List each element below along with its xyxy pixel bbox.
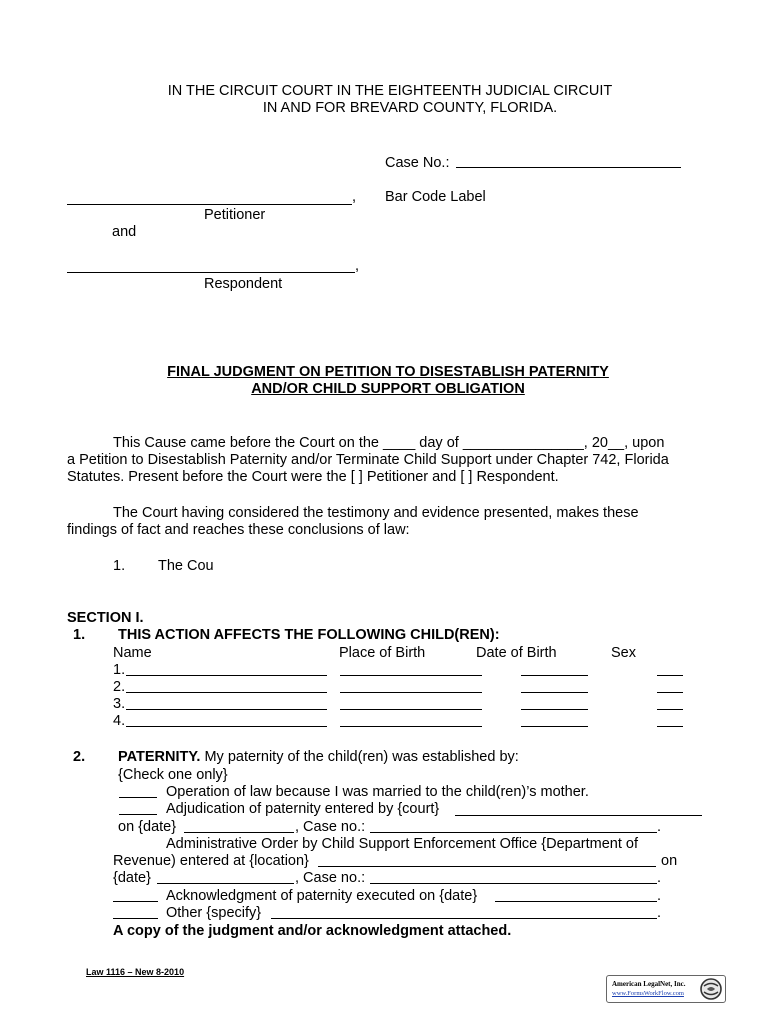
administrative-case-no-field[interactable] [370,883,657,884]
administrative-case-no-label: , Case no.: [295,870,366,886]
paternity-intro [118,749,519,766]
para1-line-2: a Petition to Disestablish Paternity and/or Terminate Child Support under Chapter 742, Florida [67,452,669,468]
administrative-location-field[interactable] [318,866,656,867]
child-name-field[interactable] [126,726,327,727]
para1-line-3: Statutes. Present before the Court were the [ ] Petitioner and [ ] Respondent. [67,469,559,485]
administrative-date-label: {date} [113,870,151,886]
option-operation-of-law-checkbox[interactable] [119,797,157,798]
adjudication-period: . [657,819,662,835]
child-date-of-birth-field[interactable] [521,692,588,693]
child-place-of-birth-field[interactable] [340,726,482,727]
child-row-number: 2. [113,679,126,695]
administrative-period: . [657,870,662,886]
form-id: Law 1116 – New 8-2010 [86,967,185,977]
finding-1-number: 1. [113,558,126,574]
adjudication-case-no-field[interactable] [370,832,657,833]
para1-line-1: This Cause came before the Court on the ____ day of _______________, 20__, upon [113,435,665,451]
option-adjudication: Adjudication of paternity entered by {court} [166,801,440,817]
copy-attached-note: A copy of the judgment and/or acknowledgment attached. [113,923,512,939]
option-other: Other {specify} [166,905,262,921]
check-one-instruction: {Check one only} [118,767,228,783]
option-other-checkbox[interactable] [113,918,158,919]
globe-icon [699,977,723,1001]
adjudication-date-label: on {date} [118,819,177,835]
paternity-heading: PATERNITY. [118,749,201,765]
finding-1-text: The Cou [158,558,214,574]
child-row-number: 1. [113,662,126,678]
child-sex-field[interactable] [657,726,683,727]
column-header-date-of-birth: Date of Birth [476,645,557,661]
respondent-label: Respondent [204,276,283,292]
child-place-of-birth-field[interactable] [340,675,482,676]
column-header-name: Name [113,645,152,661]
and-label: and [112,224,137,240]
child-date-of-birth-field[interactable] [521,709,588,710]
petitioner-name-field[interactable] [67,204,352,205]
child-name-field[interactable] [126,692,327,693]
respondent-name-field[interactable] [67,272,355,273]
petitioner-comma: , [352,189,357,205]
case-no-field[interactable] [456,167,681,168]
child-name-field[interactable] [126,675,327,676]
adjudication-date-field[interactable] [184,832,294,833]
child-date-of-birth-field[interactable] [521,675,588,676]
child-sex-field[interactable] [657,709,683,710]
child-sex-field[interactable] [657,692,683,693]
option-acknowledgment: Acknowledgment of paternity executed on {date} [166,888,478,904]
child-place-of-birth-field[interactable] [340,692,482,693]
option-administrative-order-line-1: Administrative Order by Child Support Enforcement Office {Department of [166,836,639,852]
option-operation-of-law: Operation of law because I was married to the child(ren)’s mother. [166,784,589,800]
child-row-number: 4. [113,713,126,729]
case-no-label: Case No.: [385,155,450,171]
para2-line-1: The Court having considered the testimony and evidence presented, makes these [113,505,639,521]
other-specify-field[interactable] [271,918,657,919]
child-name-field[interactable] [126,709,327,710]
acknowledgment-period: . [657,888,662,904]
para2-line-2: findings of fact and reaches these conclusions of law: [67,522,410,538]
administrative-on-label: on [661,853,678,869]
document-title-line-2: AND/OR CHILD SUPPORT OBLIGATION [251,381,525,397]
court-header-line-2: IN AND FOR BREVARD COUNTY, FLORIDA. [262,100,558,116]
acknowledgment-date-field[interactable] [495,901,657,902]
respondent-comma: , [355,258,360,274]
bar-code-label: Bar Code Label [385,189,486,205]
option-adjudication-checkbox[interactable] [119,814,157,815]
section-1-item-number: 1. [73,627,86,643]
child-date-of-birth-field[interactable] [521,726,588,727]
adjudication-case-no-label: , Case no.: [295,819,366,835]
option-administrative-order-line-2: Revenue) entered at {location} [113,853,309,869]
child-row-number: 3. [113,696,126,712]
american-legalnet-logo [606,975,726,1003]
child-place-of-birth-field[interactable] [340,709,482,710]
section-1-item-heading: THIS ACTION AFFECTS THE FOLLOWING CHILD(REN): [118,627,500,643]
section-1-heading: SECTION I. [67,610,144,626]
adjudication-court-field[interactable] [455,815,702,816]
document-title-line-1: FINAL JUDGMENT ON PETITION TO DISESTABLISH PATERNITY [167,364,609,380]
paternity-number: 2. [73,749,86,765]
court-header-line-1: IN THE CIRCUIT COURT IN THE EIGHTEENTH JUDICIAL CIRCUIT [167,83,613,99]
column-header-sex: Sex [611,645,636,661]
petitioner-label: Petitioner [204,207,266,223]
column-header-place-of-birth: Place of Birth [339,645,426,661]
child-sex-field[interactable] [657,675,683,676]
logo-website-link[interactable]: www.FormsWorkFlow.com [612,990,684,997]
administrative-date-field[interactable] [157,883,294,884]
logo-company-name: American LegalNet, Inc. [612,980,686,988]
option-acknowledgment-checkbox[interactable] [113,901,158,902]
other-period: . [657,905,662,921]
paternity-intro-text: My paternity of the child(ren) was established by: [200,749,519,765]
